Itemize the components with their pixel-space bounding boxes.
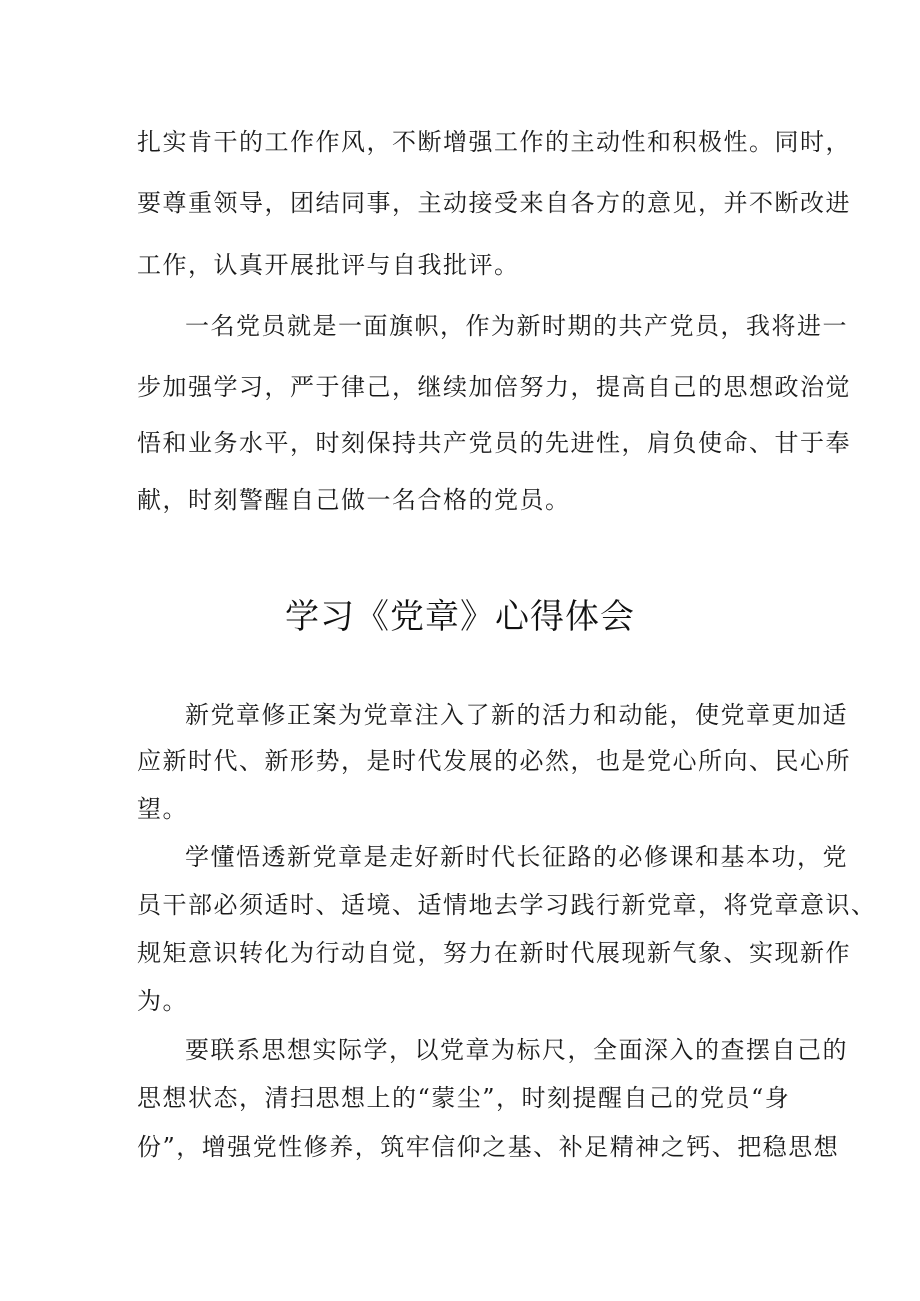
paragraph-line: 要尊重领导，团结同事，主动接受来自各方的意见，并不断改进 (137, 189, 851, 217)
paragraph-line: 一名党员就是一面旗帜，作为新时期的共产党员，我将进一 (185, 312, 848, 340)
paragraph-line: 为。 (137, 987, 188, 1015)
paragraph-line: 要联系思想实际学，以党章为标尺，全面深入的查摆自己的 (185, 1036, 848, 1064)
paragraph-line: 工作，认真开展批评与自我批评。 (137, 251, 520, 279)
paragraph-line: 思想状态，清扫思想上的“蒙尘”，时刻提醒自己的党员“身 (137, 1084, 791, 1112)
paragraph-line: 员干部必须适时、适境、适情地去学习践行新党章，将党章意识、 (137, 891, 877, 919)
paragraph-line: 悟和业务水平，时刻保持共产党员的先进性，肩负使命、甘于奉 (137, 429, 851, 457)
paragraph-line: 步加强学习，严于律己，继续加倍努力，提高自己的思想政治觉 (137, 373, 851, 401)
paragraph-line: 学懂悟透新党章是走好新时代长征路的必修课和基本功，党 (185, 843, 848, 871)
paragraph-line: 应新时代、新形势，是时代发展的必然，也是党心所向、民心所 (137, 747, 851, 775)
paragraph-line: 规矩意识转化为行动自觉，努力在新时代展现新气象、实现新作 (137, 939, 851, 967)
section-title: 学习《党章》心得体会 (285, 597, 635, 637)
paragraph-line: 扎实肯干的工作作风，不断增强工作的主动性和积极性。同时， (137, 128, 851, 156)
paragraph-line: 献，时刻警醒自己做一名合格的党员。 (137, 486, 571, 514)
paragraph-line: 望。 (137, 795, 188, 823)
paragraph-line: 份”，增强党性修养，筑牢信仰之基、补足精神之钙、把稳思想 (137, 1133, 840, 1161)
paragraph-line: 新党章修正案为党章注入了新的活力和动能，使党章更加适 (185, 701, 848, 729)
